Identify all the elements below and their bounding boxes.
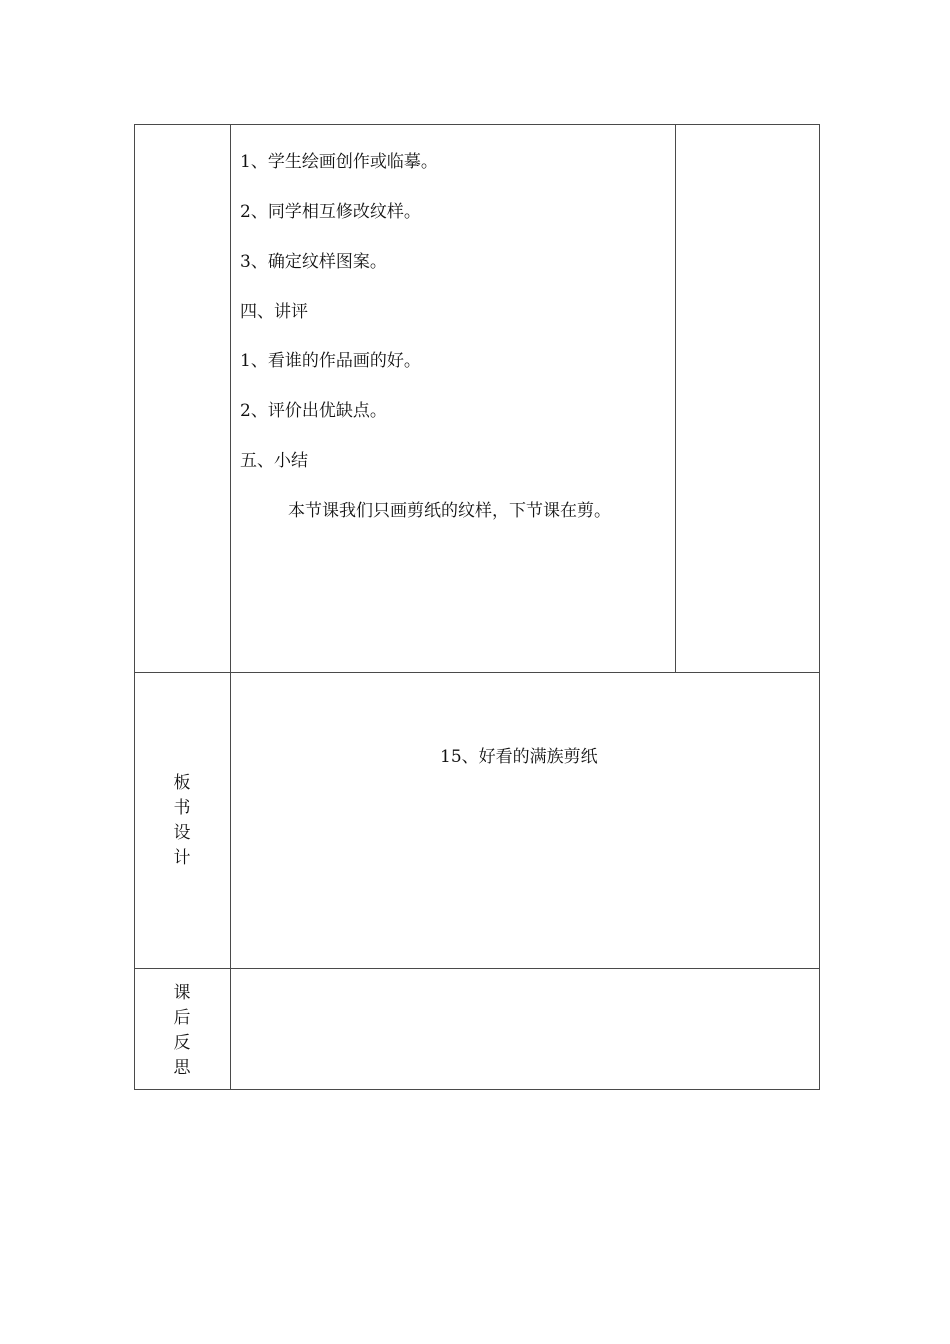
section-heading-review: 四、讲评 xyxy=(240,302,308,322)
board-design-label-char: 设 xyxy=(173,823,191,843)
reflection-label xyxy=(170,981,194,1081)
board-design-label-char: 书 xyxy=(173,798,191,818)
reflection-label-char: 反 xyxy=(173,1033,191,1053)
label-column-divider xyxy=(230,124,231,1090)
process-line-5: 2、评价出优缺点。 xyxy=(240,401,387,421)
reflection-label-char: 课 xyxy=(173,983,191,1003)
process-line-4: 1、看谁的作品画的好。 xyxy=(240,351,421,371)
table-top-border xyxy=(134,124,820,125)
table-left-border xyxy=(134,124,135,1090)
notes-column-divider xyxy=(675,124,676,673)
process-line-2: 2、同学相互修改纹样。 xyxy=(240,202,421,222)
board-design-title: 15、好看的满族剪纸 xyxy=(440,747,598,767)
summary-paragraph: 本节课我们只画剪纸的纹样，下节课在剪。 xyxy=(288,501,611,521)
table-right-border xyxy=(819,124,820,1090)
process-line-1: 1、学生绘画创作或临摹。 xyxy=(240,152,438,172)
section-heading-summary: 五、小结 xyxy=(240,451,308,471)
board-design-label-char: 板 xyxy=(173,773,191,793)
board-design-label xyxy=(170,771,194,871)
board-design-label-char: 计 xyxy=(173,848,191,868)
row-divider-1 xyxy=(134,672,820,673)
table-bottom-border xyxy=(134,1089,820,1090)
row-divider-2 xyxy=(134,968,820,969)
process-line-3: 3、确定纹样图案。 xyxy=(240,252,387,272)
reflection-label-char: 思 xyxy=(173,1058,191,1078)
reflection-label-char: 后 xyxy=(173,1008,191,1028)
